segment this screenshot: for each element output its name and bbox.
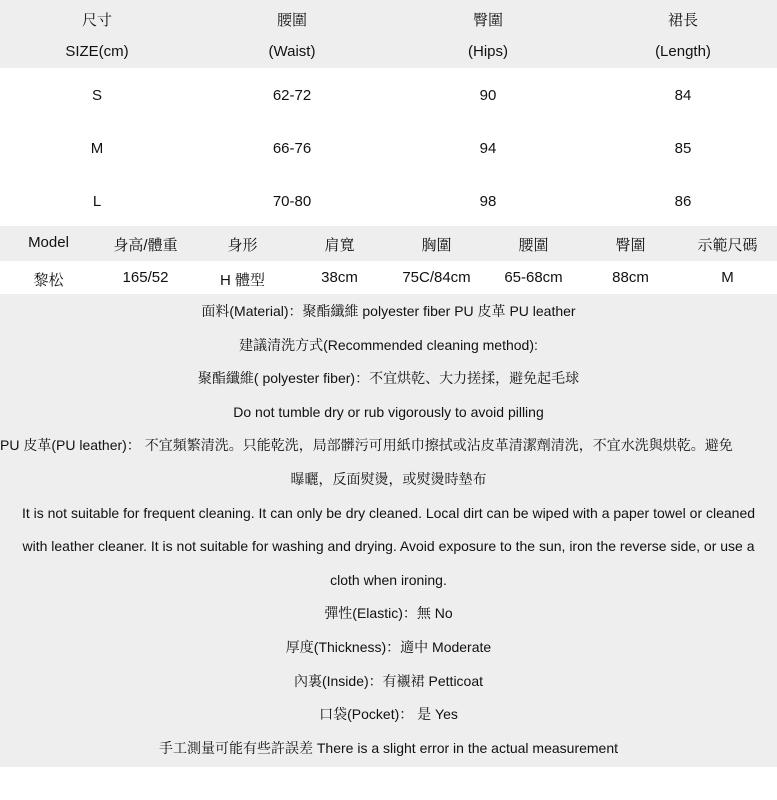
pu-leather-care-en-2: with leather cleaner. It is not suitable for washing and drying. Avoid exposure to the sun, iron the reverse side, or use a [22,538,755,555]
length-header-en: (Length) [655,43,711,60]
demo-size-cell: M [721,269,734,286]
hips-cell: 98 [479,193,497,210]
body-shape-header: 身形 [227,237,258,254]
elastic-line: 彈性(Elastic)：無 No [324,605,453,622]
height-weight-cell: 165/52 [122,269,169,286]
polyester-care-zh: 聚酯纖維( polyester fiber)：不宜烘乾、大力搓揉，避免起毛球 [197,370,580,387]
model-header: Model [28,234,69,251]
size-header-zh: 尺寸 [81,12,112,29]
table-row [0,261,777,294]
polyester-care-en: Do not tumble dry or rub vigorously to avoid pilling [233,403,544,420]
waist-cell: 66-76 [272,140,312,157]
waist-header: 腰圍 [518,237,549,254]
hips-cell: 88cm [612,269,649,286]
waist-header-en: (Waist) [268,43,316,60]
pu-leather-care-en-3: cloth when ironing. [330,571,447,588]
measurement-note: 手工測量可能有些許誤差 There is a slight error in the actual measurement [158,739,619,756]
waist-cell: 65-68cm [504,269,563,286]
body-shape-cell: H 體型 [219,272,265,289]
size-header-en: SIZE(cm) [65,43,129,60]
waist-cell: 62-72 [272,87,312,104]
table-row [0,87,777,107]
material-line: 面料(Material)：聚酯纖維 polyester fiber PU 皮革 PU leather [201,303,576,319]
demo-size-header: 示範尺碼 [697,237,758,254]
hips-cell: 90 [479,87,497,104]
length-cell: 86 [674,193,692,210]
hips-cell: 94 [479,140,497,157]
cleaning-method-title: 建議清洗方式(Recommended cleaning method): [239,336,538,353]
table-row [0,193,777,213]
hips-header-zh: 臀圍 [472,12,503,29]
size-cell: M [90,140,104,157]
model-name-cell: 黎松 [33,272,64,289]
pu-leather-care-en-1: It is not suitable for frequent cleaning. It can only be dry cleaned. Local dirt can be wiped with a paper towel or cleaned [21,504,756,521]
size-cell: S [91,87,102,104]
height-weight-header: 身高/體重 [113,237,178,254]
thickness-line: 厚度(Thickness)：適中 Moderate [285,638,492,655]
shoulder-header: 肩寬 [324,237,355,254]
shoulder-cell: 38cm [321,269,358,286]
pocket-line: 口袋(Pocket)： 是 Yes [319,706,458,723]
hips-header-en: (Hips) [468,43,508,60]
length-cell: 85 [674,140,692,157]
product-info-section [0,294,777,767]
waist-cell: 70-80 [272,193,312,210]
size-cell: L [92,193,102,210]
size-table-body [0,68,777,226]
waist-header-zh: 腰圍 [276,12,307,29]
inside-line: 內裏(Inside)：有襯裙 Petticoat [293,672,484,689]
pu-leather-care-zh-1: PU 皮革(PU leather)： 不宜頻繁清洗。只能乾洗，局部髒污可用紙巾擦拭或沾皮革清潔劑清洗，不宜水洗與烘乾。避免 [0,437,733,454]
length-cell: 84 [674,87,692,104]
bust-cell: 75C/84cm [402,269,471,286]
hips-header: 臀圍 [615,237,646,254]
model-table-header [0,226,777,261]
table-row [0,140,777,160]
length-header-zh: 裙長 [667,12,698,29]
bust-header: 胸圍 [421,237,452,254]
pu-leather-care-zh-2: 曝曬，反面熨燙，或熨燙時墊布 [290,470,487,487]
size-table-header [0,0,777,68]
bottom-padding [0,767,777,797]
